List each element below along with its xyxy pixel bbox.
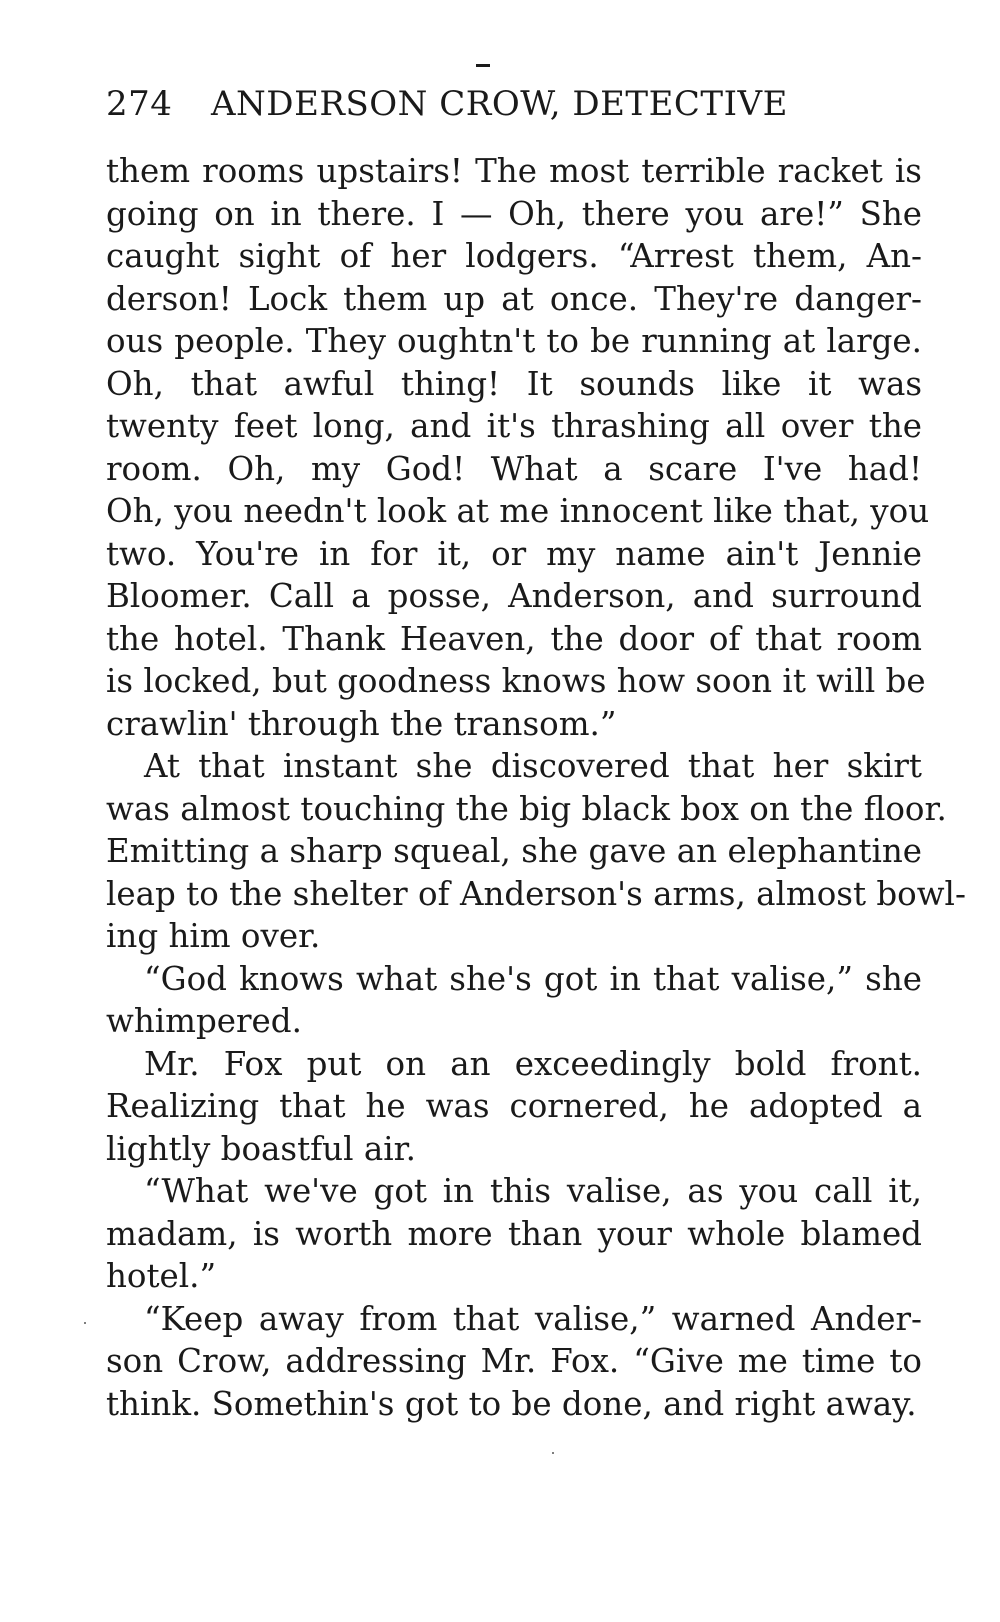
text-line: Bloomer. Call a posse, Anderson, and surround bbox=[106, 577, 922, 615]
text-line: two. You're in for it, or my name ain't Jennie bbox=[106, 534, 922, 573]
text-line: At that instant she discovered that her skirt bbox=[144, 747, 922, 785]
paragraph bbox=[106, 1298, 922, 1426]
text-line: ous people. They oughtn't to be running at large. bbox=[106, 322, 922, 360]
text-line: the hotel. Thank Heaven, the door of that room bbox=[106, 619, 922, 658]
text-line: Realizing that he was cornered, he adopted a bbox=[106, 1087, 922, 1125]
text-line: madam, is worth more than your whole blamed bbox=[106, 1214, 922, 1253]
text-line: “Keep away from that valise,” warned Ander- bbox=[144, 1299, 922, 1338]
text-line: twenty feet long, and it's thrashing all over the bbox=[106, 407, 922, 445]
running-title: ANDERSON CROW, DETECTIVE bbox=[211, 84, 788, 124]
text-line: ing him over. bbox=[106, 917, 321, 955]
text-line: Emitting a sharp squeal, she gave an elephantine bbox=[106, 832, 922, 870]
body-text bbox=[106, 150, 966, 1425]
print-mark bbox=[476, 64, 490, 67]
text-line: room. Oh, my God! What a scare I've had! bbox=[106, 449, 922, 488]
text-line: Oh, that awful thing! It sounds like it was bbox=[106, 364, 922, 403]
text-line: hotel.” bbox=[106, 1257, 217, 1295]
text-line: going on in there. I — Oh, there you are!” She bbox=[106, 194, 922, 233]
text-line: “What we've got in this valise, as you call it, bbox=[144, 1172, 922, 1210]
text-line: Oh, you needn't look at me innocent like that, you bbox=[106, 492, 930, 530]
text-line: whimpered. bbox=[106, 1002, 302, 1040]
text-line: caught sight of her lodgers. “Arrest them, An- bbox=[106, 237, 922, 275]
text-line: was almost touching the big black box on the floor. bbox=[106, 789, 947, 828]
paragraph bbox=[106, 150, 930, 745]
text-line: is locked, but goodness knows how soon it will be bbox=[106, 662, 926, 700]
text-line: “God knows what she's got in that valise,” she bbox=[144, 959, 922, 998]
print-speck bbox=[552, 1452, 554, 1454]
text-line: son Crow, addressing Mr. Fox. “Give me time to bbox=[106, 1342, 922, 1380]
text-line: them rooms upstairs! The most terrible racket is bbox=[106, 152, 922, 190]
text-line: think. Somethin's got to be done, and right away. bbox=[106, 1384, 917, 1423]
text-line: leap to the shelter of Anderson's arms, almost bowl- bbox=[106, 874, 966, 913]
text-line: derson! Lock them up at once. They're danger- bbox=[106, 279, 922, 318]
paragraph bbox=[106, 1043, 922, 1171]
paragraph bbox=[106, 958, 922, 1043]
print-speck bbox=[84, 1322, 86, 1324]
running-header bbox=[106, 82, 926, 126]
paragraph bbox=[106, 745, 966, 958]
paragraph bbox=[106, 1170, 922, 1298]
text-line: crawlin' through the transom.” bbox=[106, 704, 617, 743]
page-number: 274 bbox=[106, 84, 173, 124]
text-line: Mr. Fox put on an exceedingly bold front. bbox=[144, 1044, 922, 1083]
text-line: lightly boastful air. bbox=[106, 1129, 416, 1168]
